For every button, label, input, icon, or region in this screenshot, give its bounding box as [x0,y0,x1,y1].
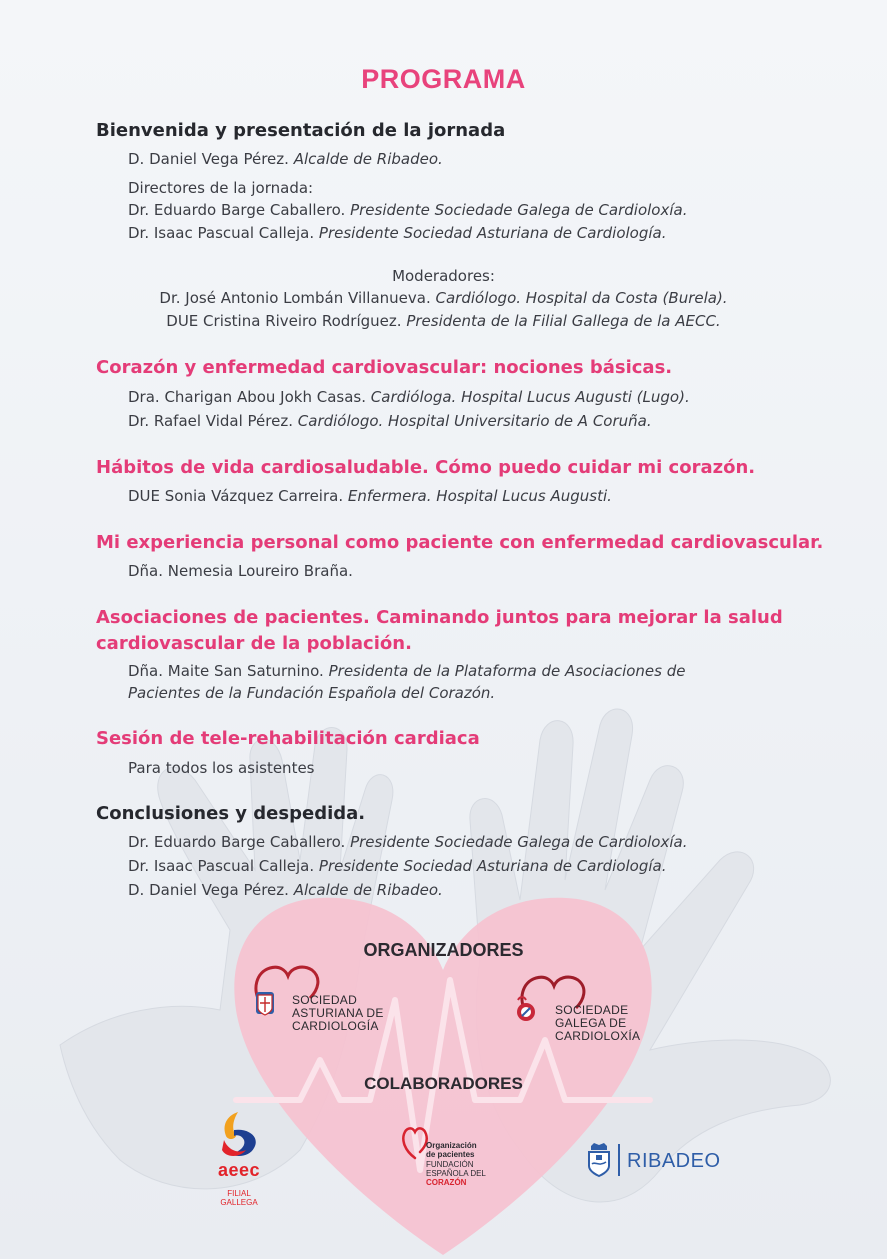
asturiana-name-2: ASTURIANA DE [292,1006,384,1020]
speaker-line: Dr. Rafael Vidal Pérez. Cardiólogo. Hospital Universitario de A Coruña. [128,412,652,430]
galega-name-2: GALEGA DE [555,1016,627,1030]
section-heading-asociaciones: Asociaciones de pacientes. Caminando juntos para mejorar la salud [96,607,783,628]
fundacion-text-3: FUNDACIÓN [426,1160,474,1169]
section-heading-corazon: Corazón y enfermedad cardiovascular: nociones básicas. [96,357,673,378]
ribadeo-crest-icon [586,1142,612,1178]
ribadeo-wordmark: RIBADEO [627,1150,721,1172]
aecc-wordmark: aeec [217,1160,261,1180]
section-heading-habitos: Hábitos de vida cardiosaludable. Cómo puedo cuidar mi corazón. [96,457,756,478]
fundacion-text-5: CORAZÓN [426,1178,467,1187]
speaker-line-cont: Pacientes de la Fundación Española del Corazón. [128,684,496,702]
speaker-line: Para todos los asistentes [128,759,315,777]
aecc-symbol-icon [210,1110,268,1162]
speaker-line: Dr. Isaac Pascual Calleja. Presidente Sociedad Asturiana de Cardiología. [128,224,667,242]
speaker-line: D. Daniel Vega Pérez. Alcalde de Ribadeo. [128,150,443,168]
asturiana-name-3: CARDIOLOGÍA [292,1019,379,1033]
page-title: PROGRAMA [361,64,526,94]
moderator-line: DUE Cristina Riveiro Rodríguez. Presidenta de la Filial Gallega de la AECC. [166,312,721,330]
speaker-line: Dr. Eduardo Barge Caballero. Presidente Sociedade Galega de Cardioloxía. [128,833,688,851]
directors-label: Directores de la jornada: [128,179,314,197]
section-heading-bienvenida: Bienvenida y presentación de la jornada [96,120,506,141]
section-heading-experiencia: Mi experiencia personal como paciente con enfermedad cardiovascular. [96,532,824,553]
collaborators-title: COLABORADORES [364,1074,523,1093]
speaker-line: Dr. Eduardo Barge Caballero. Presidente Sociedade Galega de Cardioloxía. [128,201,688,219]
speaker-line: DUE Sonia Vázquez Carreira. Enfermera. Hospital Lucus Augusti. [128,487,612,505]
speaker-line: Dra. Charigan Abou Jokh Casas. Cardióloga. Hospital Lucus Augusti (Lugo). [128,388,690,406]
section-heading-sesion: Sesión de tele-rehabilitación cardiaca [96,728,480,749]
fundacion-text-4: ESPAÑOLA DEL [426,1169,486,1178]
aecc-filial: FILIAL [227,1189,251,1198]
speaker-line: Dña. Nemesia Loureiro Braña. [128,562,353,580]
section-heading-asociaciones-cont: cardiovascular de la población. [96,633,412,654]
organizers-title: ORGANIZADORES [363,940,524,960]
galega-name-1: SOCIEDADE [555,1003,629,1017]
speaker-line: D. Daniel Vega Pérez. Alcalde de Ribadeo. [128,881,443,899]
fundacion-text-1: Organización [426,1141,477,1150]
speaker-line: Dña. Maite San Saturnino. Presidenta de la Plataforma de Asociaciones de [128,662,686,680]
fundacion-text-2: de pacientes [426,1150,475,1159]
aecc-gallega: GALLEGA [220,1198,258,1207]
ribadeo-divider [618,1144,620,1176]
moderator-line: Dr. José Antonio Lombán Villanueva. Cardiólogo. Hospital da Costa (Burela). [159,289,728,307]
asturiana-name-1: SOCIEDAD [292,993,358,1007]
moderators-label: Moderadores: [392,267,495,285]
speaker-line: Dr. Isaac Pascual Calleja. Presidente Sociedad Asturiana de Cardiología. [128,857,667,875]
galega-name-3: CARDIOLOXÍA [555,1029,641,1043]
section-heading-conclusiones: Conclusiones y despedida. [96,803,366,824]
